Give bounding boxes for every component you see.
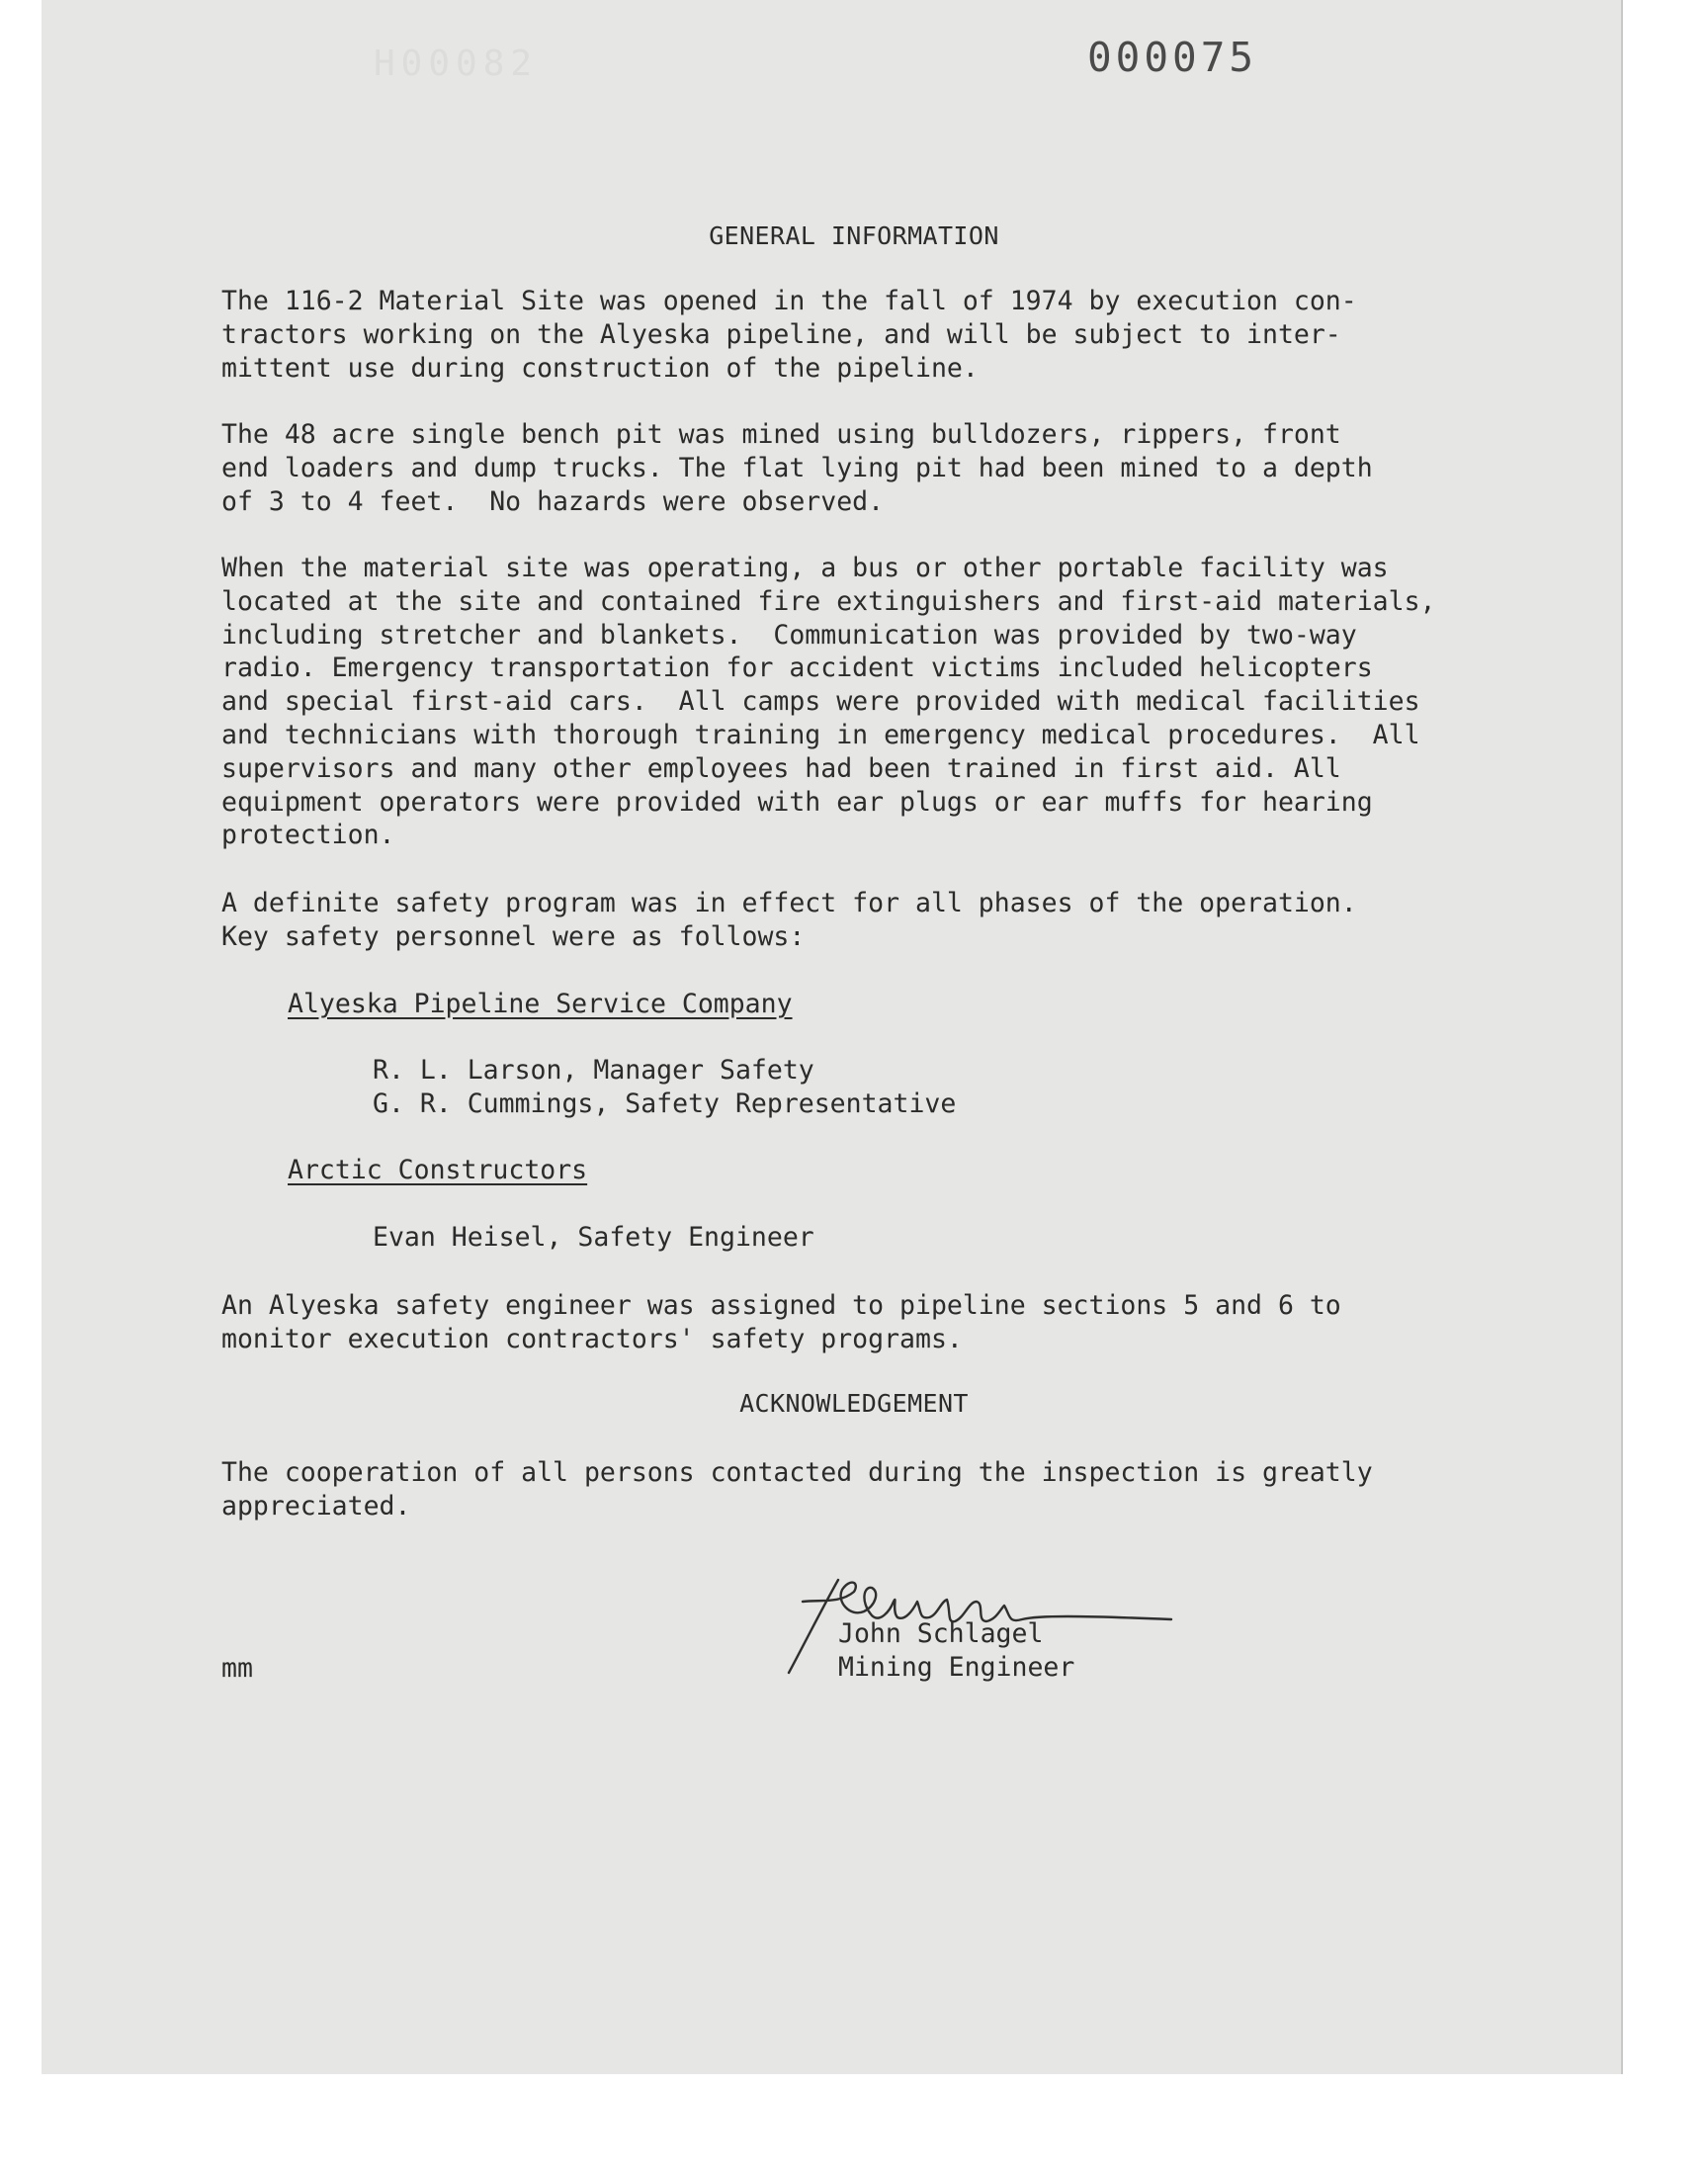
general-information-heading: GENERAL INFORMATION: [709, 221, 999, 250]
paragraph-safety-program: A definite safety program was in effect for all phases of the operation. Key safety personnel were as follows:: [221, 888, 1357, 952]
personnel-cummings: G. R. Cummings, Safety Representative: [373, 1088, 957, 1119]
paragraph-site-opening: The 116-2 Material Site was opened in the fall of 1974 by execution con- tractors working on the Alyeska pipeline, and will be subject to inter- mittent use during construction of the pipeline.: [221, 286, 1357, 384]
personnel-larson: R. L. Larson, Manager Safety: [373, 1055, 814, 1086]
company-name-arctic: Arctic Constructors: [288, 1155, 588, 1185]
personnel-heisel: Evan Heisel, Safety Engineer: [373, 1222, 814, 1253]
faint-stamp-number: H00082: [374, 44, 539, 84]
document-number: 000075: [1087, 34, 1258, 81]
paragraph-acknowledgement: The cooperation of all persons contacted during the inspection is greatly appreciated.: [221, 1457, 1373, 1522]
acknowledgement-heading: ACKNOWLEDGEMENT: [739, 1389, 969, 1418]
paragraph-safety-facilities: When the material site was operating, a bus or other portable facility was located at the site and contained fire extinguishers and first-aid materials, including stretcher and blankets. Communication was provided by two-way radio. Emergency transportation for accident victims included helicopters and special first-aid cars. All camps were provided with medical facilities and technicians with thorough training in emergency medical procedures. All supervisors and many other employees had been trained in first aid. All equipment operators were provided with ear plugs or ear muffs for hearing protection.: [221, 553, 1436, 851]
paragraph-pit-mining: The 48 acre single bench pit was mined using bulldozers, rippers, front end loaders and dump trucks. The flat lying pit had been mined to a depth of 3 to 4 feet. No hazards were observed.: [221, 419, 1373, 517]
typist-initials: mm: [221, 1653, 253, 1684]
company-name-alyeska: Alyeska Pipeline Service Company: [288, 989, 793, 1019]
signature-block: [838, 1617, 1074, 1685]
signer-title: Mining Engineer: [838, 1652, 1075, 1683]
paragraph-monitor: An Alyeska safety engineer was assigned to pipeline sections 5 and 6 to monitor execution contractors' safety programs.: [221, 1290, 1341, 1354]
signer-name: John Schlagel: [838, 1618, 1044, 1649]
